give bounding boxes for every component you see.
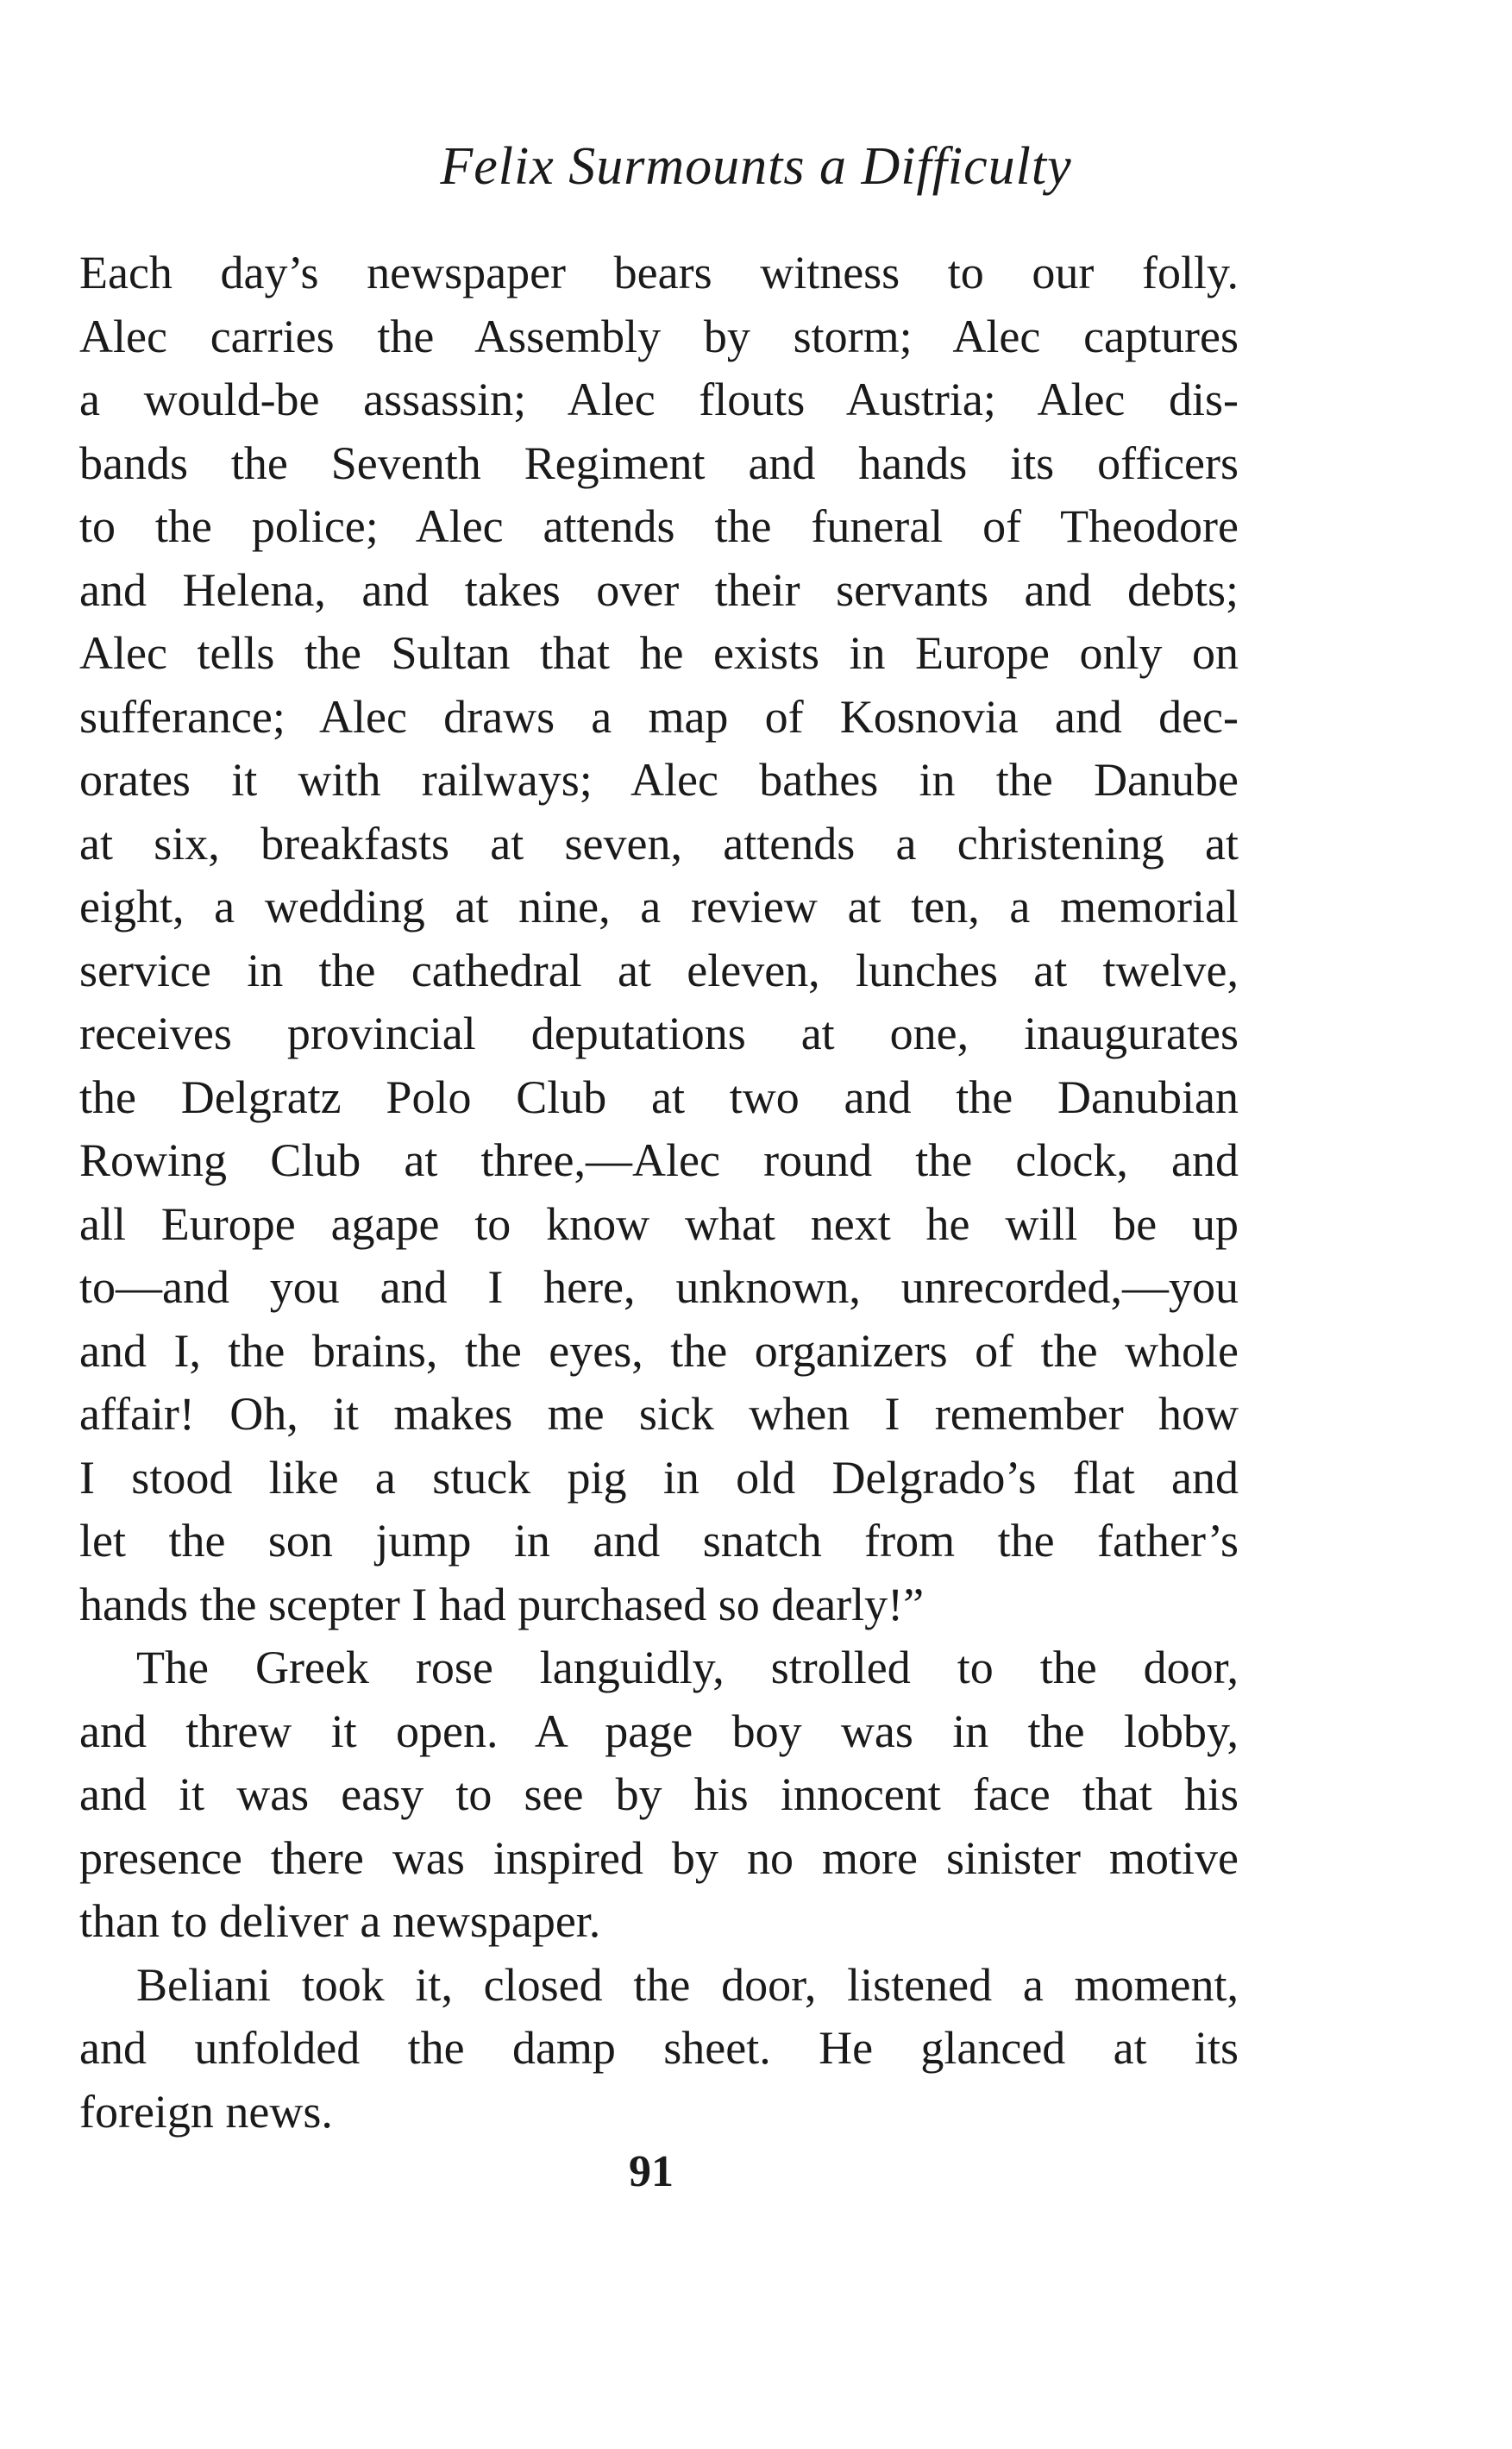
text-line: and it was easy to see by his innocent face that his xyxy=(79,1768,1239,1820)
text-line: sufferance; Alec draws a map of Kosnovia and dec- xyxy=(79,690,1239,743)
text-line: than to deliver a newspaper. xyxy=(79,1895,601,1947)
text-line: Each day’s newspaper bears witness to our folly. xyxy=(79,247,1239,298)
text-line: and threw it open. A page boy was in the lobby, xyxy=(79,1705,1239,1757)
text-line: and unfolded the damp sheet. He glanced at its xyxy=(79,2022,1239,2074)
text-line: to—and you and I here, unknown, unrecorded,—you xyxy=(79,1261,1239,1313)
text-line: Rowing Club at three,—Alec round the clock, and xyxy=(79,1134,1239,1186)
text-line: Beliani took it, closed the door, listened a moment, xyxy=(136,1958,1239,2011)
text-line: eight, a wedding at nine, a review at ten, a memorial xyxy=(79,881,1239,933)
text-line: let the son jump in and snatch from the father’s xyxy=(79,1515,1239,1567)
text-line: Alec tells the Sultan that he exists in Europe only on xyxy=(79,627,1239,679)
text-line: presence there was inspired by no more sinister motive xyxy=(79,1831,1239,1884)
text-line: and Helena, and takes over their servants and debts; xyxy=(79,563,1239,616)
body-text xyxy=(79,242,1239,2144)
text-line: at six, breakfasts at seven, attends a christening at xyxy=(79,817,1239,870)
text-line: bands the Seventh Regiment and hands its officers xyxy=(79,436,1239,489)
text-line: I stood like a stuck pig in old Delgrado’s flat and xyxy=(79,1451,1239,1504)
paragraph xyxy=(79,1954,1239,2144)
text-line: and I, the brains, the eyes, the organizers of the whole xyxy=(79,1324,1239,1377)
text-line: the Delgratz Polo Club at two and the Danubian xyxy=(79,1071,1239,1123)
text-line: receives provincial deputations at one, inaugurates xyxy=(79,1008,1239,1059)
text-line: orates it with railways; Alec bathes in the Danube xyxy=(79,754,1239,806)
text-line: Alec carries the Assembly by storm; Alec captures xyxy=(79,310,1239,362)
text-line: foreign news. xyxy=(79,2085,333,2138)
text-line: service in the cathedral at eleven, lunches at twelve, xyxy=(79,944,1239,996)
text-line: hands the scepter I had purchased so dearly!” xyxy=(79,1578,925,1630)
paragraph xyxy=(79,242,1239,1636)
text-line: a would-be assassin; Alec flouts Austria; Alec dis- xyxy=(79,374,1239,425)
paragraph xyxy=(79,1636,1239,1954)
text-line: affair! Oh, it makes me sick when I remember how xyxy=(79,1388,1239,1440)
page-number: 91 xyxy=(629,2147,674,2196)
text-line: The Greek rose languidly, strolled to the door, xyxy=(136,1642,1239,1693)
running-head: Felix Surmounts a Difficulty xyxy=(440,137,1072,196)
text-line: to the police; Alec attends the funeral of Theodore xyxy=(79,500,1239,552)
text-line: all Europe agape to know what next he will be up xyxy=(79,1197,1239,1250)
